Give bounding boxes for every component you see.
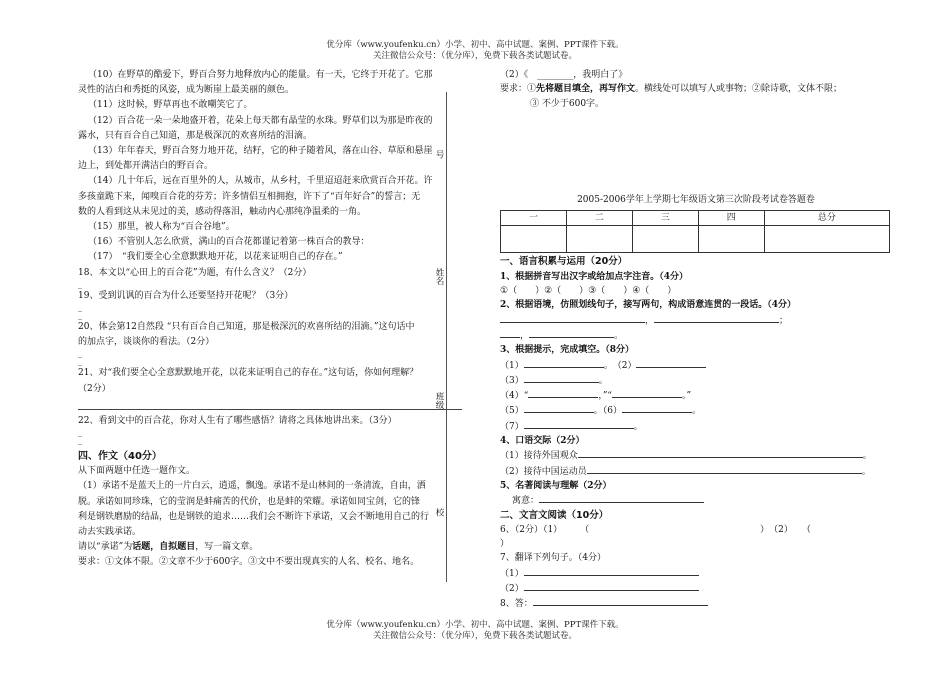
composition-topic-1-cont3: 动去实践承诺。 bbox=[78, 527, 142, 538]
passage-p12: （12）百合花一朵一朵地盛开着，花朵上每天都有晶莹的水珠。野草们以为那是昨夜的 bbox=[88, 115, 433, 126]
answer-q2: 2、根据语境，仿照划线句子，接写两句，构成语意连贯的一段话。（4分） bbox=[500, 300, 797, 311]
fill-3-label: （3） bbox=[500, 375, 524, 386]
translate-1-line[interactable] bbox=[524, 566, 699, 576]
score-header-1: 一 bbox=[501, 211, 567, 226]
fill-1-label: （1） bbox=[500, 360, 524, 371]
q1-blank-2[interactable]: ②（ ） bbox=[544, 286, 589, 297]
answer-q2-lines[interactable]: ， ； bbox=[500, 313, 892, 328]
oral-2-line[interactable] bbox=[587, 464, 862, 474]
composition-topic-1-cont: 脱。承诺如同珍珠，它的莹润是蚌痛苦的代价，也是蚌的荣耀。承诺如同宝剑，它的锋 bbox=[78, 496, 421, 507]
answer-sheet-title: 2005-2006学年上学期七年级语文第三次阶段考试卷答题卷 bbox=[577, 194, 815, 205]
binding-label-class: 班级 bbox=[434, 392, 444, 409]
oral-1[interactable]: （1）接待外国观众 。 bbox=[500, 448, 892, 463]
passage-p10: （10）在野草的酷爱下，野百合努力地释放内心的能量。有一天，它终于开花了。它那 bbox=[88, 70, 433, 80]
composition-requirement-3: ③ 不少于600字。 bbox=[530, 98, 605, 109]
req-bold: 话题，自拟题目 bbox=[132, 542, 196, 553]
score-table bbox=[500, 210, 890, 253]
fill-4-line-b[interactable] bbox=[612, 388, 682, 398]
composition-topic-2: （2）《 ________，我明白了》 bbox=[500, 70, 628, 80]
answer-q4: 4、口语交际（2分） bbox=[500, 436, 585, 447]
answer-space-22[interactable]: _ bbox=[78, 429, 82, 438]
composition-intro: 从下面两题中任选一题作文。 bbox=[78, 466, 196, 477]
answer-space-20[interactable]: _ bbox=[78, 350, 82, 359]
fill-5-line[interactable] bbox=[524, 403, 594, 413]
q1-blank-1[interactable]: ①（ ） bbox=[500, 286, 545, 297]
fill-5-label: （5） bbox=[500, 406, 524, 417]
section-4-heading: 四、作文（40分） bbox=[78, 451, 162, 463]
answer-q1-blanks[interactable] bbox=[500, 284, 892, 298]
passage-p16: （16）不管别人怎么欣赏，满山的百合花都谨记着第一株百合的教导： bbox=[88, 237, 370, 248]
q8-label: 8、答： bbox=[500, 599, 533, 610]
answer-q6-cont: ） bbox=[500, 539, 510, 550]
header-line-1: 优分库（www.youfenku.cn）小学、初中、高中试题、案例、PPT课件下载。 bbox=[326, 40, 624, 50]
answer-space-19[interactable]: _ bbox=[78, 304, 82, 313]
score-header-2: 二 bbox=[566, 211, 632, 226]
question-21: 21、对“我们要全心全意默默地开花，以花来证明自己的存在。”这句话，你如何理解？ bbox=[78, 368, 419, 379]
score-header-total: 总分 bbox=[764, 211, 889, 226]
q8-line[interactable] bbox=[533, 596, 708, 606]
section-2-heading: 二、文言文阅读（10分） bbox=[500, 509, 609, 521]
q2-line-1[interactable] bbox=[500, 313, 645, 323]
fill-6-label: （6） bbox=[602, 406, 622, 417]
fill-7[interactable]: （7） 。 bbox=[500, 419, 892, 434]
fill-3-line[interactable] bbox=[524, 373, 599, 383]
answer-q3: 3、根据提示，完成填空。（8分） bbox=[500, 345, 635, 356]
fill-4[interactable] bbox=[500, 388, 892, 403]
header-line-2: 关注微信公众号：（优分库），免费下载各类试题试卷。 bbox=[372, 50, 577, 61]
question-21-cont: （2分） bbox=[78, 383, 111, 394]
score-cell-3[interactable] bbox=[632, 226, 698, 253]
passage-p12-cont: 露水，只有百合自己知道，那是极深沉的欢喜所结的泪滴。 bbox=[78, 130, 313, 141]
translate-1[interactable] bbox=[500, 566, 892, 581]
fill-1-line[interactable] bbox=[524, 358, 604, 368]
score-cell-2[interactable] bbox=[566, 226, 632, 253]
passage-p13: （13）年年春天，野百合努力地开花，结籽，它的种子随着风，落在山谷、草原和悬崖 bbox=[88, 146, 433, 157]
oral-2-label: （2）接待中国运动员 bbox=[500, 466, 587, 477]
passage-p11: （11）这时候，野草再也不敢嘲笑它了。 bbox=[88, 100, 253, 111]
composition-requirement bbox=[78, 540, 462, 555]
left-column bbox=[78, 68, 462, 571]
q2-line-2[interactable] bbox=[654, 313, 779, 323]
fill-4-end: 。” bbox=[682, 391, 692, 402]
answer-space-19b[interactable]: _ bbox=[78, 312, 82, 321]
yuyi-label: 寓意： bbox=[512, 496, 540, 507]
q2-line-4[interactable] bbox=[529, 328, 614, 338]
fill-4-line-a[interactable] bbox=[528, 388, 598, 398]
question-19: 19、受到讥讽的百合为什么还要坚持开花呢？（3分） bbox=[78, 290, 294, 301]
passage-p17: （17） “我们要全心全意默默地开花，以花来证明自己的存在。” bbox=[88, 252, 343, 263]
binding-line bbox=[446, 92, 447, 582]
score-cell-total[interactable] bbox=[764, 226, 889, 253]
passage-p15: （15）那里，被人称为“百合谷地”。 bbox=[88, 222, 235, 233]
passage-p14: （14）几十年后，远在百里外的人，从城市，从乡村，千里迢迢赶来欣赏百合开花。许 bbox=[88, 176, 433, 187]
translate-2-line[interactable] bbox=[524, 581, 699, 591]
q2-line-3[interactable] bbox=[500, 328, 520, 338]
binding-label-school: 校 bbox=[434, 508, 444, 517]
fill-4-label: （4）“ bbox=[500, 391, 529, 402]
footer-line-2: 关注微信公众号：（优分库），免费下载各类试题试卷。 bbox=[372, 630, 577, 641]
oral-1-label: （1）接待外国观众 bbox=[500, 451, 578, 462]
binding-label-name: 姓名 bbox=[434, 268, 444, 285]
fill-1-2[interactable]: （1） 。 （2） bbox=[500, 358, 892, 373]
answer-q7: 7、翻译下列句子。（4分） bbox=[500, 553, 606, 564]
fill-6-line[interactable] bbox=[622, 403, 692, 413]
q1-blank-4[interactable]: ④（ ） bbox=[632, 286, 677, 297]
fill-5-6[interactable]: （5） 。（6） 。 bbox=[500, 403, 892, 418]
yuyi-line[interactable] bbox=[539, 493, 704, 503]
answer-space-18[interactable]: _ bbox=[78, 280, 82, 289]
passage-p13-cont: 边上，到处都开满洁白的野百合。 bbox=[78, 161, 214, 172]
q1-blank-3[interactable]: ③（ ） bbox=[588, 286, 633, 297]
footer-line-1: 优分库（www.youfenku.cn）小学、初中、高中试题、案例、PPT课件下载。 bbox=[326, 620, 624, 630]
req2-pre: 要求：① bbox=[500, 84, 537, 95]
composition-requirement-2 bbox=[500, 82, 892, 96]
binding-label-number: 号 bbox=[434, 150, 444, 159]
req-pre: 请以“承诺”为 bbox=[78, 542, 133, 553]
passage-p10-cont: 灵性的洁白和秀挺的风姿，成为断崖上最美丽的颜色。 bbox=[78, 85, 295, 96]
score-header-3: 三 bbox=[632, 211, 698, 226]
answer-q1: 1、根据拼音写出汉字或给加点字注音。（4分） bbox=[500, 271, 689, 282]
passage-p14-cont: 多孩童跪下来，闻嗅百合花的芬芳；许多情侣互相拥抱，许下了“百年好合”的誓言；无 bbox=[78, 191, 421, 202]
fill-7-line[interactable] bbox=[524, 419, 634, 429]
score-header-4: 四 bbox=[698, 211, 764, 226]
req2-post: 。横线处可以填写人或事物；②除诗歌，文体不限； bbox=[635, 84, 843, 95]
answer-space-20b[interactable]: _ bbox=[78, 358, 82, 367]
question-20-cont: 的加点字，谈谈你的看法。（2分） bbox=[78, 337, 215, 348]
answer-q8[interactable] bbox=[500, 596, 892, 611]
translate-2[interactable] bbox=[500, 581, 892, 596]
fill-2-line[interactable] bbox=[636, 358, 706, 368]
composition-topic-1-cont2: 利是钢铁磨励的结晶，也是钢铁的追求……我们会不断许下承诺，又会不断地用自己的行 bbox=[78, 511, 430, 522]
answer-q2-lines-2[interactable]: ， 。 bbox=[500, 328, 892, 343]
composition-rules: 要求：①文体不限。②文章不少于600字。③文中不要出现真实的人名、校名、地名。 bbox=[78, 557, 420, 568]
translate-1-label: （1） bbox=[500, 568, 524, 579]
question-18: 18、本文以“心田上的百合花”为题，有什么含义？（2分） bbox=[78, 267, 312, 278]
right-column bbox=[500, 68, 892, 612]
translate-2-label: （2） bbox=[500, 584, 524, 595]
score-cell-1[interactable] bbox=[501, 226, 567, 253]
req2-bold: 先将题目填全，再写作文 bbox=[536, 84, 636, 95]
page-footer bbox=[0, 620, 950, 641]
fill-7-label: （7） bbox=[500, 421, 524, 432]
page-header bbox=[0, 40, 950, 61]
answer-q5: 5、名著阅读与理解（2分） bbox=[500, 480, 612, 491]
section-1-heading: 一、语言积累与运用（20分） bbox=[500, 256, 628, 268]
fill-3[interactable]: （3） 。 bbox=[500, 373, 892, 388]
oral-2[interactable]: （2）接待中国运动员 。 bbox=[500, 464, 892, 479]
passage-p14-cont2: 数的人看到这从未见过的美，感动得落泪，触动内心那纯净温柔的一角。 bbox=[78, 206, 367, 217]
fill-2-label: （2） bbox=[617, 360, 637, 371]
score-cell-4[interactable] bbox=[698, 226, 764, 253]
oral-1-line[interactable] bbox=[578, 448, 863, 458]
composition-topic-1: （1）承诺不是蓝天上的一片白云，逍遥，飘逸。承诺不是山林间的一条清流，自由，洒 bbox=[78, 481, 426, 492]
answer-line-21[interactable] bbox=[78, 399, 462, 410]
answer-q6[interactable]: 6、（2分）（1） （ ） （2） （ bbox=[500, 524, 811, 535]
question-20: 20、体会第12自然段 “只有百合自己知道，那是极深沉的欢喜所结的泪滴。”这句话中 bbox=[78, 322, 415, 333]
req-post: ，写一篇文章。 bbox=[195, 542, 259, 553]
question-22: 22、看到文中的百合花，你对人生有了哪些感悟？请将之具体地讲出来。（3分） bbox=[78, 415, 397, 426]
fill-4-mid: ，”“ bbox=[598, 391, 613, 402]
answer-space-22b[interactable]: _ bbox=[78, 437, 82, 446]
yuyi[interactable] bbox=[500, 493, 892, 508]
